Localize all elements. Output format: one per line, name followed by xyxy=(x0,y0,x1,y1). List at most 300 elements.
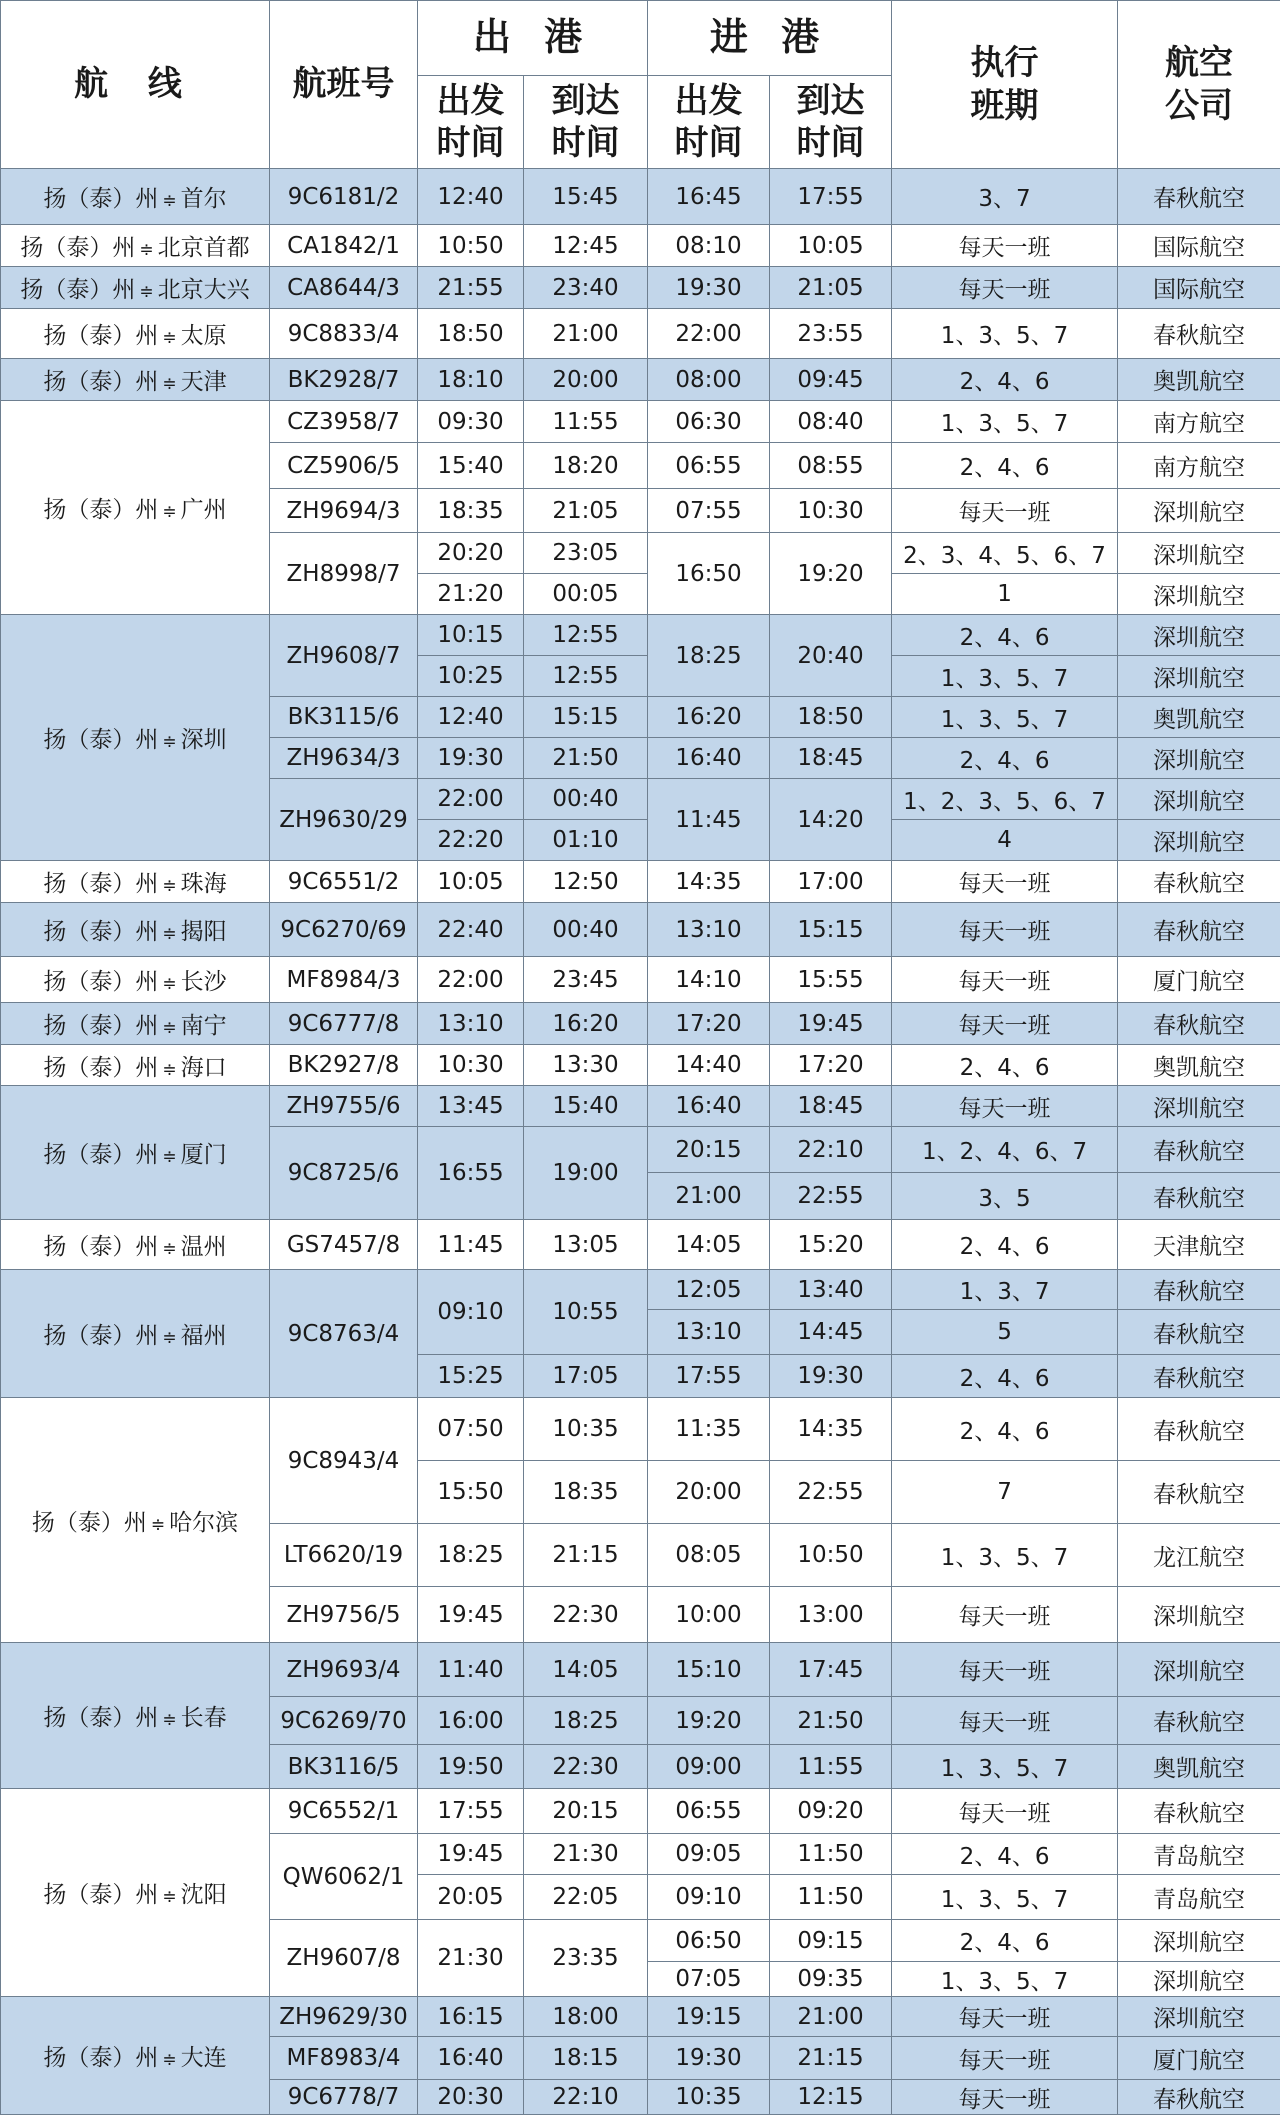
route-connector-icon: ≑ xyxy=(162,876,176,896)
schedule-cell: 每天一班 xyxy=(892,1086,1118,1127)
route-destination: 北京首都 xyxy=(158,235,250,261)
out-arr-cell: 23:40 xyxy=(524,267,648,309)
route-origin: 扬（泰）州 xyxy=(43,727,158,753)
in-dep-cell: 16:50 xyxy=(648,533,770,615)
flight-no-cell: BK3115/6 xyxy=(270,697,418,738)
airline-cell: 春秋航空 xyxy=(1118,1127,1280,1173)
out-dep-cell: 22:40 xyxy=(418,903,524,957)
route-connector-icon: ≑ xyxy=(162,2050,176,2070)
in-dep-cell: 20:15 xyxy=(648,1127,770,1173)
airline-cell: 春秋航空 xyxy=(1118,861,1280,903)
out-dep-cell: 22:20 xyxy=(418,820,524,861)
in-arr-cell: 21:05 xyxy=(770,267,892,309)
route-destination: 厦门 xyxy=(181,1142,227,1168)
out-dep-cell: 18:10 xyxy=(418,359,524,401)
route-origin: 扬（泰）州 xyxy=(43,1705,158,1731)
schedule-cell: 每天一班 xyxy=(892,1997,1118,2037)
out-arr-cell: 15:40 xyxy=(524,1086,648,1127)
table-row xyxy=(1,309,1280,359)
header-in-arr-time-label: 到达 时间 xyxy=(797,81,865,164)
in-dep-cell: 12:05 xyxy=(648,1270,770,1310)
airline-cell: 深圳航空 xyxy=(1118,1587,1280,1643)
table-row xyxy=(1,1003,1280,1045)
table-row xyxy=(1,359,1280,401)
out-arr-cell: 18:00 xyxy=(524,1997,648,2037)
header-out-dep-time-label: 出发 时间 xyxy=(437,81,505,164)
route-destination: 福州 xyxy=(181,1323,227,1349)
header-in-arr-time xyxy=(770,76,892,169)
flight-no-cell: ZH9630/29 xyxy=(270,779,418,861)
out-arr-cell: 19:00 xyxy=(524,1127,648,1220)
flight-no-cell: ZH9607/8 xyxy=(270,1920,418,1997)
in-arr-cell: 11:50 xyxy=(770,1834,892,1875)
header-inbound xyxy=(648,1,892,76)
route-destination: 珠海 xyxy=(181,871,227,897)
table-row xyxy=(1,615,1280,656)
out-arr-cell: 22:05 xyxy=(524,1875,648,1920)
flight-no-cell: 9C6181/2 xyxy=(270,169,418,225)
schedule-cell: 每天一班 xyxy=(892,1643,1118,1697)
route-destination: 长沙 xyxy=(181,969,227,995)
route-connector-icon: ≑ xyxy=(162,1147,176,1167)
route-origin: 扬（泰）州 xyxy=(43,323,158,349)
airline-cell: 深圳航空 xyxy=(1118,738,1280,779)
route-cell xyxy=(1,957,270,1003)
route-origin: 扬（泰）州 xyxy=(43,1234,158,1260)
table-row xyxy=(1,1643,1280,1697)
route-cell xyxy=(1,1398,270,1643)
in-dep-cell: 09:00 xyxy=(648,1745,770,1789)
header-out-dep-time xyxy=(418,76,524,169)
out-dep-cell: 09:30 xyxy=(418,401,524,443)
out-arr-cell: 23:45 xyxy=(524,957,648,1003)
route-destination: 北京大兴 xyxy=(158,277,250,303)
schedule-cell: 1、2、3、5、6、7 xyxy=(892,779,1118,820)
out-dep-cell: 18:35 xyxy=(418,489,524,533)
in-dep-cell: 14:40 xyxy=(648,1045,770,1086)
flight-no-cell: BK2927/8 xyxy=(270,1045,418,1086)
airline-cell: 厦门航空 xyxy=(1118,957,1280,1003)
route-cell xyxy=(1,615,270,861)
in-dep-cell: 11:35 xyxy=(648,1398,770,1461)
in-arr-cell: 18:45 xyxy=(770,738,892,779)
table-row xyxy=(1,401,1280,443)
table-row xyxy=(1,267,1280,309)
airline-cell: 南方航空 xyxy=(1118,443,1280,489)
airline-cell: 深圳航空 xyxy=(1118,615,1280,656)
schedule-cell: 1、3、5、7 xyxy=(892,1962,1118,1997)
in-dep-cell: 08:05 xyxy=(648,1524,770,1587)
out-dep-cell: 10:05 xyxy=(418,861,524,903)
in-dep-cell: 13:10 xyxy=(648,903,770,957)
route-connector-icon: ≑ xyxy=(162,1060,176,1080)
flight-no-cell: 9C6551/2 xyxy=(270,861,418,903)
airline-cell: 深圳航空 xyxy=(1118,820,1280,861)
in-arr-cell: 17:45 xyxy=(770,1643,892,1697)
in-dep-cell: 16:40 xyxy=(648,738,770,779)
out-dep-cell: 16:15 xyxy=(418,1997,524,2037)
flight-no-cell: LT6620/19 xyxy=(270,1524,418,1587)
route-cell xyxy=(1,1643,270,1789)
in-arr-cell: 18:50 xyxy=(770,697,892,738)
out-arr-cell: 22:10 xyxy=(524,2080,648,2115)
flight-no-cell: ZH9694/3 xyxy=(270,489,418,533)
out-arr-cell: 18:20 xyxy=(524,443,648,489)
out-dep-cell: 12:40 xyxy=(418,169,524,225)
route-connector-icon: ≑ xyxy=(162,374,176,394)
in-dep-cell: 19:30 xyxy=(648,267,770,309)
schedule-cell: 每天一班 xyxy=(892,1789,1118,1834)
table-row xyxy=(1,1045,1280,1086)
in-arr-cell: 09:35 xyxy=(770,1962,892,1997)
out-arr-cell: 23:05 xyxy=(524,533,648,574)
out-arr-cell: 20:00 xyxy=(524,359,648,401)
out-arr-cell: 21:00 xyxy=(524,309,648,359)
in-dep-cell: 10:00 xyxy=(648,1587,770,1643)
in-dep-cell: 09:05 xyxy=(648,1834,770,1875)
out-arr-cell: 15:45 xyxy=(524,169,648,225)
airline-cell: 深圳航空 xyxy=(1118,656,1280,697)
in-arr-cell: 09:20 xyxy=(770,1789,892,1834)
route-destination: 广州 xyxy=(181,497,227,523)
out-arr-cell: 10:35 xyxy=(524,1398,648,1461)
flight-no-cell: CA8644/3 xyxy=(270,267,418,309)
schedule-cell: 2、4、6 xyxy=(892,1398,1118,1461)
schedule-cell: 每天一班 xyxy=(892,225,1118,267)
out-dep-cell: 19:50 xyxy=(418,1745,524,1789)
airline-cell: 深圳航空 xyxy=(1118,1086,1280,1127)
out-dep-cell: 17:55 xyxy=(418,1789,524,1834)
in-arr-cell: 17:00 xyxy=(770,861,892,903)
flight-no-cell: ZH9608/7 xyxy=(270,615,418,697)
schedule-cell: 7 xyxy=(892,1461,1118,1524)
schedule-cell: 1、3、5、7 xyxy=(892,309,1118,359)
out-arr-cell: 11:55 xyxy=(524,401,648,443)
route-origin: 扬（泰）州 xyxy=(43,871,158,897)
route-cell xyxy=(1,903,270,957)
route-origin: 扬（泰）州 xyxy=(43,1142,158,1168)
route-cell xyxy=(1,225,270,267)
out-arr-cell: 16:20 xyxy=(524,1003,648,1045)
in-arr-cell: 23:55 xyxy=(770,309,892,359)
in-arr-cell: 19:30 xyxy=(770,1355,892,1398)
schedule-cell: 每天一班 xyxy=(892,903,1118,957)
route-destination: 哈尔滨 xyxy=(169,1510,238,1536)
schedule-cell: 每天一班 xyxy=(892,1587,1118,1643)
route-cell xyxy=(1,1997,270,2115)
in-arr-cell: 19:20 xyxy=(770,533,892,615)
schedule-cell: 1、3、5、7 xyxy=(892,1745,1118,1789)
in-dep-cell: 06:55 xyxy=(648,1789,770,1834)
in-dep-cell: 13:10 xyxy=(648,1310,770,1355)
in-arr-cell: 17:20 xyxy=(770,1045,892,1086)
in-arr-cell: 22:55 xyxy=(770,1461,892,1524)
in-arr-cell: 15:20 xyxy=(770,1220,892,1270)
route-origin: 扬（泰）州 xyxy=(20,277,135,303)
in-arr-cell: 09:45 xyxy=(770,359,892,401)
in-dep-cell: 17:55 xyxy=(648,1355,770,1398)
route-cell xyxy=(1,1270,270,1398)
flight-no-cell: 9C6778/7 xyxy=(270,2080,418,2115)
flight-no-cell: BK3116/5 xyxy=(270,1745,418,1789)
in-dep-cell: 08:00 xyxy=(648,359,770,401)
route-destination: 太原 xyxy=(181,323,227,349)
route-connector-icon: ≑ xyxy=(162,1239,176,1259)
header-outbound xyxy=(418,1,648,76)
flight-no-cell: 9C6777/8 xyxy=(270,1003,418,1045)
schedule-cell: 1、3、5、7 xyxy=(892,1875,1118,1920)
in-dep-cell: 17:20 xyxy=(648,1003,770,1045)
in-dep-cell: 07:55 xyxy=(648,489,770,533)
schedule-cell: 每天一班 xyxy=(892,489,1118,533)
in-dep-cell: 16:45 xyxy=(648,169,770,225)
out-dep-cell: 21:20 xyxy=(418,574,524,615)
route-destination: 深圳 xyxy=(181,727,227,753)
route-destination: 海口 xyxy=(181,1055,227,1081)
route-origin: 扬（泰）州 xyxy=(43,1882,158,1908)
flight-no-cell: ZH9756/5 xyxy=(270,1587,418,1643)
route-origin: 扬（泰）州 xyxy=(43,369,158,395)
in-arr-cell: 17:55 xyxy=(770,169,892,225)
in-arr-cell: 10:05 xyxy=(770,225,892,267)
route-origin: 扬（泰）州 xyxy=(43,186,158,212)
table-row xyxy=(1,1398,1280,1461)
route-cell xyxy=(1,1003,270,1045)
in-arr-cell: 13:40 xyxy=(770,1270,892,1310)
airline-cell: 春秋航空 xyxy=(1118,1270,1280,1310)
out-dep-cell: 16:00 xyxy=(418,1697,524,1745)
airline-cell: 春秋航空 xyxy=(1118,169,1280,225)
in-dep-cell: 15:10 xyxy=(648,1643,770,1697)
flight-no-cell: 9C6269/70 xyxy=(270,1697,418,1745)
in-dep-cell: 18:25 xyxy=(648,615,770,697)
flight-no-cell: ZH9629/30 xyxy=(270,1997,418,2037)
route-cell xyxy=(1,1220,270,1270)
route-destination: 天津 xyxy=(181,369,227,395)
header-airline xyxy=(1118,1,1280,169)
schedule-cell: 1、3、5、7 xyxy=(892,1524,1118,1587)
route-origin: 扬（泰）州 xyxy=(43,919,158,945)
out-arr-cell: 20:15 xyxy=(524,1789,648,1834)
in-arr-cell: 18:45 xyxy=(770,1086,892,1127)
airline-cell: 春秋航空 xyxy=(1118,903,1280,957)
schedule-cell: 1、3、5、7 xyxy=(892,401,1118,443)
flight-no-cell: MF8983/4 xyxy=(270,2037,418,2080)
route-destination: 首尔 xyxy=(181,186,227,212)
flight-no-cell: 9C8833/4 xyxy=(270,309,418,359)
schedule-cell: 2、4、6 xyxy=(892,1045,1118,1086)
in-arr-cell: 10:30 xyxy=(770,489,892,533)
flight-no-cell: ZH9755/6 xyxy=(270,1086,418,1127)
airline-cell: 奥凯航空 xyxy=(1118,697,1280,738)
out-dep-cell: 22:00 xyxy=(418,779,524,820)
schedule-cell: 5 xyxy=(892,1310,1118,1355)
schedule-cell: 1 xyxy=(892,574,1118,615)
airline-cell: 奥凯航空 xyxy=(1118,359,1280,401)
route-cell xyxy=(1,1789,270,1997)
out-arr-cell: 21:30 xyxy=(524,1834,648,1875)
table-row xyxy=(1,1789,1280,1834)
route-origin: 扬（泰）州 xyxy=(43,1013,158,1039)
route-origin: 扬（泰）州 xyxy=(43,1055,158,1081)
route-connector-icon: ≑ xyxy=(162,924,176,944)
airline-cell: 国际航空 xyxy=(1118,267,1280,309)
flight-no-cell: GS7457/8 xyxy=(270,1220,418,1270)
schedule-cell: 每天一班 xyxy=(892,861,1118,903)
airline-cell: 深圳航空 xyxy=(1118,574,1280,615)
in-dep-cell: 09:10 xyxy=(648,1875,770,1920)
airline-cell: 奥凯航空 xyxy=(1118,1045,1280,1086)
in-arr-cell: 08:40 xyxy=(770,401,892,443)
in-dep-cell: 19:30 xyxy=(648,2037,770,2080)
in-arr-cell: 13:00 xyxy=(770,1587,892,1643)
route-connector-icon: ≑ xyxy=(162,191,176,211)
out-arr-cell: 12:45 xyxy=(524,225,648,267)
out-dep-cell: 13:10 xyxy=(418,1003,524,1045)
flight-no-cell: CZ5906/5 xyxy=(270,443,418,489)
route-connector-icon: ≑ xyxy=(162,974,176,994)
airline-cell: 深圳航空 xyxy=(1118,1997,1280,2037)
out-arr-cell: 13:05 xyxy=(524,1220,648,1270)
schedule-cell: 每天一班 xyxy=(892,267,1118,309)
route-cell xyxy=(1,861,270,903)
header-in-dep-time-label: 出发 时间 xyxy=(675,81,743,164)
flight-no-cell: CA1842/1 xyxy=(270,225,418,267)
route-destination: 长春 xyxy=(181,1705,227,1731)
route-destination: 大连 xyxy=(181,2045,227,2071)
airline-cell: 厦门航空 xyxy=(1118,2037,1280,2080)
flight-no-cell: 9C8763/4 xyxy=(270,1270,418,1398)
out-dep-cell: 11:40 xyxy=(418,1643,524,1697)
header-schedule xyxy=(892,1,1118,169)
schedule-cell: 2、4、6 xyxy=(892,1834,1118,1875)
in-arr-cell: 20:40 xyxy=(770,615,892,697)
in-arr-cell: 08:55 xyxy=(770,443,892,489)
schedule-cell: 2、4、6 xyxy=(892,738,1118,779)
schedule-cell: 每天一班 xyxy=(892,2037,1118,2080)
schedule-body xyxy=(1,169,1280,2115)
schedule-cell: 每天一班 xyxy=(892,957,1118,1003)
flight-no-cell: ZH9634/3 xyxy=(270,738,418,779)
in-dep-cell: 07:05 xyxy=(648,1962,770,1997)
route-cell xyxy=(1,359,270,401)
schedule-cell: 1、3、7 xyxy=(892,1270,1118,1310)
airline-cell: 深圳航空 xyxy=(1118,533,1280,574)
schedule-cell: 每天一班 xyxy=(892,1697,1118,1745)
flight-no-cell: BK2928/7 xyxy=(270,359,418,401)
schedule-cell: 每天一班 xyxy=(892,2080,1118,2115)
out-dep-cell: 11:45 xyxy=(418,1220,524,1270)
in-dep-cell: 16:20 xyxy=(648,697,770,738)
route-connector-icon: ≑ xyxy=(139,282,153,302)
out-dep-cell: 21:55 xyxy=(418,267,524,309)
out-dep-cell: 18:50 xyxy=(418,309,524,359)
flight-no-cell: ZH9693/4 xyxy=(270,1643,418,1697)
header-airline-label: 航空 公司 xyxy=(1165,43,1233,126)
table-row xyxy=(1,225,1280,267)
in-arr-cell: 19:45 xyxy=(770,1003,892,1045)
flight-no-cell: ZH8998/7 xyxy=(270,533,418,615)
airline-cell: 春秋航空 xyxy=(1118,309,1280,359)
in-dep-cell: 08:10 xyxy=(648,225,770,267)
out-arr-cell: 23:35 xyxy=(524,1920,648,1997)
out-arr-cell: 00:05 xyxy=(524,574,648,615)
airline-cell: 春秋航空 xyxy=(1118,1697,1280,1745)
out-arr-cell: 13:30 xyxy=(524,1045,648,1086)
out-dep-cell: 18:25 xyxy=(418,1524,524,1587)
route-origin: 扬（泰）州 xyxy=(43,1323,158,1349)
airline-cell: 深圳航空 xyxy=(1118,1920,1280,1962)
out-arr-cell: 00:40 xyxy=(524,779,648,820)
out-arr-cell: 12:50 xyxy=(524,861,648,903)
airline-cell: 春秋航空 xyxy=(1118,1398,1280,1461)
route-destination: 温州 xyxy=(181,1234,227,1260)
out-dep-cell: 10:50 xyxy=(418,225,524,267)
in-dep-cell: 14:35 xyxy=(648,861,770,903)
schedule-cell: 4 xyxy=(892,820,1118,861)
out-arr-cell: 12:55 xyxy=(524,656,648,697)
schedule-cell: 每天一班 xyxy=(892,1003,1118,1045)
table-row xyxy=(1,1270,1280,1310)
out-dep-cell: 12:40 xyxy=(418,697,524,738)
route-connector-icon: ≑ xyxy=(162,1710,176,1730)
in-arr-cell: 11:50 xyxy=(770,1875,892,1920)
route-cell xyxy=(1,309,270,359)
flight-no-cell: CZ3958/7 xyxy=(270,401,418,443)
out-arr-cell: 00:40 xyxy=(524,903,648,957)
airline-cell: 春秋航空 xyxy=(1118,1461,1280,1524)
out-arr-cell: 01:10 xyxy=(524,820,648,861)
out-arr-cell: 18:15 xyxy=(524,2037,648,2080)
out-arr-cell: 14:05 xyxy=(524,1643,648,1697)
flight-no-cell: QW6062/1 xyxy=(270,1834,418,1920)
airline-cell: 奥凯航空 xyxy=(1118,1745,1280,1789)
header-outbound-label: 出 港 xyxy=(473,15,592,59)
out-dep-cell: 10:15 xyxy=(418,615,524,656)
header-out-arr-time-label: 到达 时间 xyxy=(552,81,620,164)
out-arr-cell: 22:30 xyxy=(524,1587,648,1643)
in-dep-cell: 14:05 xyxy=(648,1220,770,1270)
in-dep-cell: 16:40 xyxy=(648,1086,770,1127)
out-dep-cell: 20:30 xyxy=(418,2080,524,2115)
out-dep-cell: 15:50 xyxy=(418,1461,524,1524)
route-destination: 揭阳 xyxy=(181,919,227,945)
header-route xyxy=(1,1,270,169)
out-dep-cell: 20:05 xyxy=(418,1875,524,1920)
out-arr-cell: 10:55 xyxy=(524,1270,648,1355)
airline-cell: 国际航空 xyxy=(1118,225,1280,267)
out-dep-cell: 19:30 xyxy=(418,738,524,779)
airline-cell: 春秋航空 xyxy=(1118,1173,1280,1220)
in-dep-cell: 21:00 xyxy=(648,1173,770,1220)
in-arr-cell: 21:00 xyxy=(770,1997,892,2037)
in-dep-cell: 10:35 xyxy=(648,2080,770,2115)
out-dep-cell: 21:30 xyxy=(418,1920,524,1997)
in-dep-cell: 06:30 xyxy=(648,401,770,443)
schedule-cell: 3、5 xyxy=(892,1173,1118,1220)
airline-cell: 青岛航空 xyxy=(1118,1875,1280,1920)
table-row xyxy=(1,169,1280,225)
table-row xyxy=(1,861,1280,903)
airline-cell: 春秋航空 xyxy=(1118,1355,1280,1398)
table-row xyxy=(1,903,1280,957)
out-dep-cell: 10:25 xyxy=(418,656,524,697)
route-origin: 扬（泰）州 xyxy=(32,1510,147,1536)
in-dep-cell: 11:45 xyxy=(648,779,770,861)
in-dep-cell: 06:50 xyxy=(648,1920,770,1962)
in-dep-cell: 14:10 xyxy=(648,957,770,1003)
schedule-cell: 1、2、4、6、7 xyxy=(892,1127,1118,1173)
